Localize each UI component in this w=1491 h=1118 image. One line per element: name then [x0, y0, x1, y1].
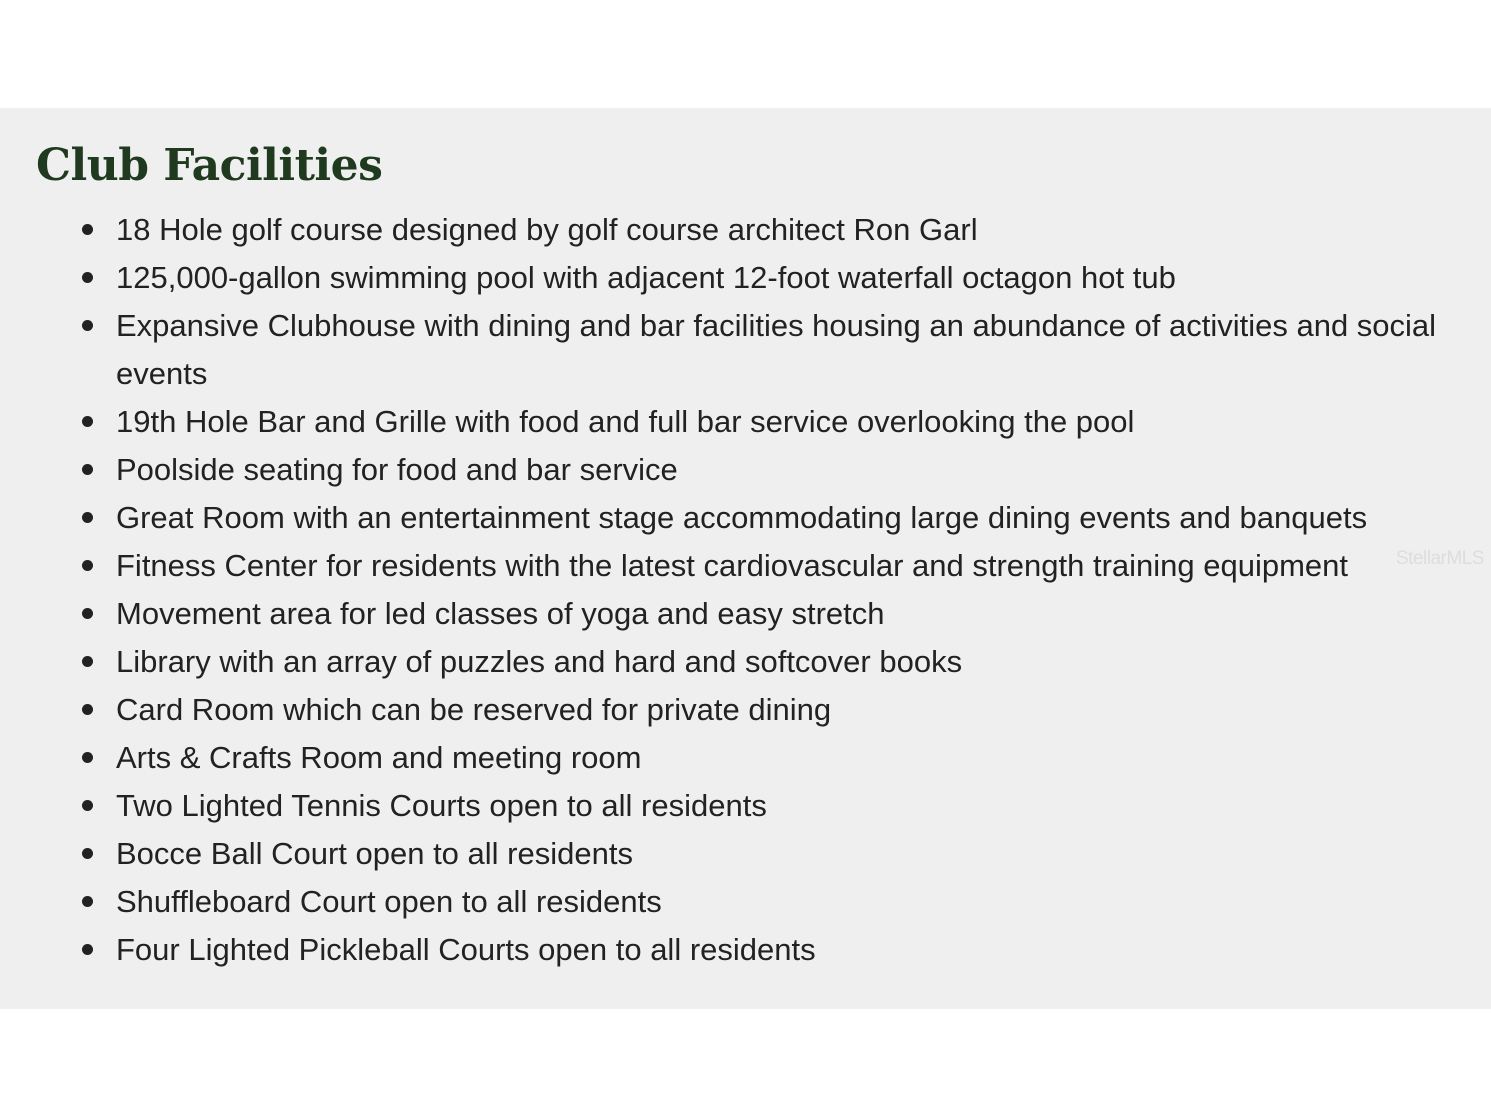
- list-item-text: Expansive Clubhouse with dining and bar facilities housing an abundance of activities and social events: [116, 308, 1437, 391]
- bullet-icon: [82, 848, 93, 859]
- list-item: [0, 686, 1491, 734]
- list-item: [0, 494, 1491, 542]
- list-item-text: Four Lighted Pickleball Courts open to all residents: [116, 932, 816, 967]
- list-item-text: Shuffleboard Court open to all residents: [116, 884, 662, 919]
- list-item-text: Library with an array of puzzles and hard and softcover books: [116, 644, 963, 679]
- bullet-icon: [82, 800, 93, 811]
- list-item-text: Great Room with an entertainment stage accommodating large dining events and banquets: [116, 500, 1368, 535]
- bullet-icon: [82, 272, 93, 283]
- list-item-text: Fitness Center for residents with the latest cardiovascular and strength training equipment: [116, 548, 1349, 583]
- list-item-text: Movement area for led classes of yoga and easy stretch: [116, 596, 885, 631]
- list-item: [0, 734, 1491, 782]
- list-item: [0, 254, 1491, 302]
- facilities-list: [0, 206, 1491, 974]
- list-item-text: 125,000-gallon swimming pool with adjacent 12-foot waterfall octagon hot tub: [116, 260, 1176, 295]
- list-item: [0, 590, 1491, 638]
- list-item-text: 19th Hole Bar and Grille with food and full bar service overlooking the pool: [116, 404, 1135, 439]
- list-item-text: Two Lighted Tennis Courts open to all residents: [116, 788, 767, 823]
- section-title: Club Facilities: [36, 140, 383, 191]
- list-item-text: Card Room which can be reserved for private dining: [116, 692, 832, 727]
- list-item-text: 18 Hole golf course designed by golf course architect Ron Garl: [116, 212, 978, 247]
- list-item: [0, 830, 1491, 878]
- bullet-icon: [82, 224, 93, 235]
- list-item: [0, 926, 1491, 974]
- list-item: [0, 878, 1491, 926]
- bullet-icon: [82, 752, 93, 763]
- list-item: [0, 446, 1491, 494]
- bullet-icon: [82, 464, 93, 475]
- list-item: [0, 782, 1491, 830]
- bullet-icon: [82, 944, 93, 955]
- bullet-icon: [82, 896, 93, 907]
- bullet-icon: [82, 512, 93, 523]
- bullet-icon: [82, 416, 93, 427]
- list-item: [0, 398, 1491, 446]
- bullet-icon: [82, 560, 93, 571]
- list-item: [0, 302, 1491, 398]
- list-item-text: Arts & Crafts Room and meeting room: [116, 740, 642, 775]
- watermark: StellarMLS: [1396, 548, 1484, 569]
- list-item-text: Poolside seating for food and bar service: [116, 452, 678, 487]
- bullet-icon: [82, 656, 93, 667]
- bullet-icon: [82, 320, 93, 331]
- bullet-icon: [82, 704, 93, 715]
- list-item: [0, 542, 1491, 590]
- club-facilities-panel: [0, 108, 1491, 1009]
- list-item: [0, 206, 1491, 254]
- list-item: [0, 638, 1491, 686]
- bullet-icon: [82, 608, 93, 619]
- list-item-text: Bocce Ball Court open to all residents: [116, 836, 633, 871]
